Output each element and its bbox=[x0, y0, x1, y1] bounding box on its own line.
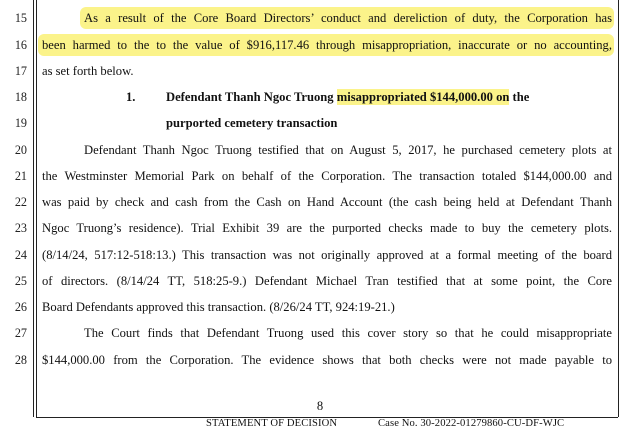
section-number: 1. bbox=[126, 90, 136, 104]
line-number: 19 bbox=[14, 116, 27, 130]
heading-part: Defendant Thanh Ngoc Truong bbox=[166, 90, 337, 104]
line-number: 21 bbox=[14, 169, 27, 183]
paragraph-line: Board Defendants approved this transaction. (8/26/24 TT, 924:19-21.) bbox=[42, 300, 395, 314]
page-number: 8 bbox=[316, 399, 324, 413]
paragraph-line: of directors. (8/14/24 TT, 518:25-9.) Defendant Michael Tran testified that at some point, the Core bbox=[42, 274, 612, 288]
footer-case-number: Case No. 30-2022-01279860-CU-DF-WJC bbox=[378, 418, 565, 429]
paragraph-line: been harmed to the to the value of $916,117.46 through misappropriation, inaccurate or no accounting, bbox=[42, 38, 612, 52]
line-number: 20 bbox=[14, 143, 27, 157]
line-number: 17 bbox=[14, 64, 27, 78]
paragraph-line: Defendant Thanh Ngoc Truong testified that on August 5, 2017, he purchased cemetery plots at bbox=[84, 143, 612, 157]
footer-title: STATEMENT OF DECISION bbox=[206, 418, 338, 429]
line-number: 18 bbox=[14, 90, 27, 104]
heading-highlight: misappropriated $144,000.00 on bbox=[336, 90, 510, 104]
left-margin-rule-inner bbox=[36, 0, 37, 417]
paragraph-line: As a result of the Core Board Directors’ conduct and dereliction of duty, the Corporation has bbox=[84, 11, 612, 25]
paragraph-line: was paid by check and cash from the Cash on Hand Account (the cash being held at Defendant Thanh bbox=[42, 195, 612, 209]
line-number: 22 bbox=[14, 195, 27, 209]
line-number: 26 bbox=[14, 300, 27, 314]
paragraph-line: $144,000.00 from the Corporation. The evidence shows that both checks were not made payable to bbox=[42, 353, 612, 367]
section-heading: purported cemetery transaction bbox=[166, 116, 338, 130]
left-margin-rule bbox=[33, 0, 34, 417]
paragraph-line: Ngoc Truong’s residence). Trial Exhibit 39 are the purported checks made to buy the cemetery plots. bbox=[42, 221, 612, 235]
heading-part: the bbox=[509, 90, 530, 104]
paragraph-line: as set forth below. bbox=[42, 64, 134, 78]
line-number: 27 bbox=[14, 326, 27, 340]
line-number: 25 bbox=[14, 274, 27, 288]
line-number: 28 bbox=[14, 353, 27, 367]
paragraph-line: the Westminster Memorial Park on behalf of the Corporation. The transaction totaled $144,000.00 and bbox=[42, 169, 612, 183]
paragraph-line: The Court finds that Defendant Truong used this cover story so that he could misappropriate bbox=[84, 326, 612, 340]
line-number: 15 bbox=[14, 11, 27, 25]
section-heading bbox=[166, 88, 612, 106]
line-number: 23 bbox=[14, 221, 27, 235]
line-number: 24 bbox=[14, 248, 27, 262]
line-number: 16 bbox=[14, 38, 27, 52]
right-margin-rule bbox=[618, 0, 619, 417]
paragraph-line: (8/14/24, 517:12-518:13.) This transaction was not originally approved at a formal meeting of the board bbox=[42, 248, 612, 262]
